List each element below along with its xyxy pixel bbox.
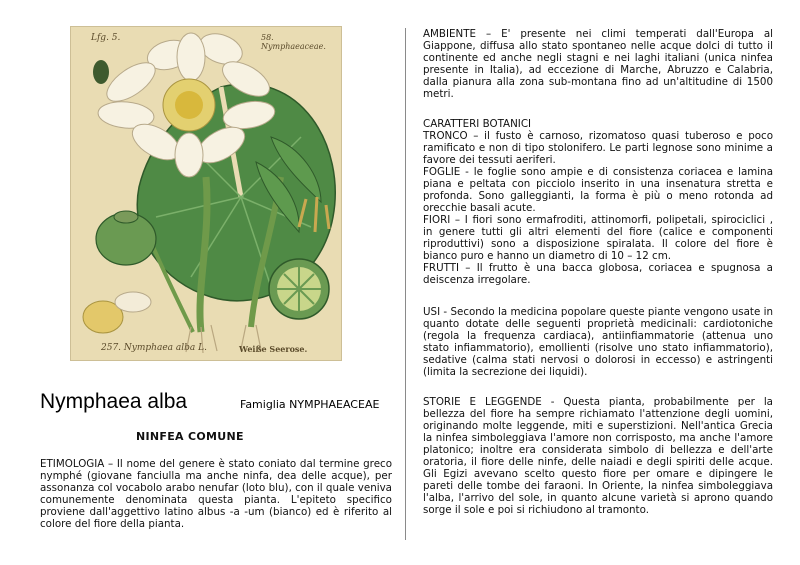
- caratteri-botanici-section: [423, 118, 773, 286]
- etimologia-paragraph: ETIMOLOGIA – Il nome del genere è stato coniato dal termine greco nymphé (giovane fanciulla ma anche ninfa, dea delle acque), per assonanza col vocabolo arabo nenufar (loto blu), con il quale veniva comunemente denominata questa pianta. L'epiteto specifico proviene dall'aggettivo latino albus -a -um (bianco) ed è riferito al colore del fiore della pianta.: [40, 458, 392, 530]
- storie-leggende-paragraph: STORIE E LEGGENDE - Questa pianta, probabilmente per la bellezza del fiore ha sempre richiamato l'attenzione degli uomini, originando molte leggende, miti e superstizioni. Nell'antica Grecia la ninfea simboleggiava l'amore non corrisposto, ma anche l'amore platonico; inoltre era considerata simbolo di bellezza e dell'arte oratoria, il fiore delle ninfe, delle naiadi e degli spiriti delle acque. Gli Egizi avevano scelto questo fiore per omare e dipingere le pareti delle tombe dei faraoni. In Oriente, la ninfea simboleggiava l'alba, l'arrivo del sole, in quanto alcune varietà si aprono quando sorge il sole e poi si richiudono al tramonto.: [423, 396, 773, 516]
- fiori-paragraph: FIORI – I fiori sono ermafroditi, attinomorfi, polipetali, spirociclici , in genere tutti gli altri elementi del fiore (calice e componenti riproduttivi) sono a disposizione spiralata. Il colore del fiore è bianco puro e hanno un diametro di 10 – 12 cm.: [423, 214, 773, 262]
- foglie-paragraph: FOGLIE - le foglie sono ampie e di consistenza coriacea e lamina piana e peltata con picciolo inserito in una insenatura stretta e profonda. Sono galleggianti, la forma è più o meno rotonda ad orecchie basali acute.: [423, 166, 773, 214]
- plate-caption-german: Weiße Seerose.: [239, 344, 308, 354]
- tronco-paragraph: TRONCO – il fusto è carnoso, rizomatoso quasi tuberoso e poco ramificato e non di tipo stolonifero. Le parti legnose sono minime a favore dei tessuti aeriferi.: [423, 130, 773, 166]
- usi-paragraph: USI - Secondo la medicina popolare queste piante vengono usate in quanto dotate delle seguenti proprietà medicinali: cardiotoniche (regola la frequenza cardiaca), antiinfiammatorie (attenua uno stato infiammatorio), emollienti (risolve uno stato infiammatorio), sedative (calma stati nervosi o dolorosi in eccesso) e astringenti (limita la secrezione dei liquidi).: [423, 306, 773, 378]
- frutti-paragraph: FRUTTI – Il frutto è una bacca globosa, coriacea e spugnosa a deiscenza irregolare.: [423, 262, 773, 286]
- family-label: Famiglia NYMPHAEACEAE: [240, 398, 380, 411]
- botanical-illustration: [70, 26, 342, 361]
- ambiente-paragraph: AMBIENTE – E' presente nei climi temperati dall'Europa al Giappone, diffusa allo stato spontaneo nelle acque dolci di tutto il continente ed anche negli stagni e nei laghi italiani (unica ninfea presente in Italia), ad eccezione di Marche, Abruzzo e Calabria, dalla pianura alla zona sub-montana fino ad un'altitudine di 1500 metri.: [423, 28, 773, 100]
- water-lily-drawing: [71, 27, 342, 361]
- common-name: NINFEA COMUNE: [136, 430, 244, 443]
- plate-label-top-left: Lfg. 5.: [91, 33, 121, 43]
- caratteri-heading: CARATTERI BOTANICI: [423, 118, 532, 130]
- column-divider: [405, 28, 406, 540]
- species-title: Nymphaea alba: [40, 390, 188, 413]
- plate-label-top-right: 58. Nymphaeaceae.: [261, 33, 326, 51]
- plate-caption-latin: 257. Nymphaea alba L.: [101, 343, 207, 353]
